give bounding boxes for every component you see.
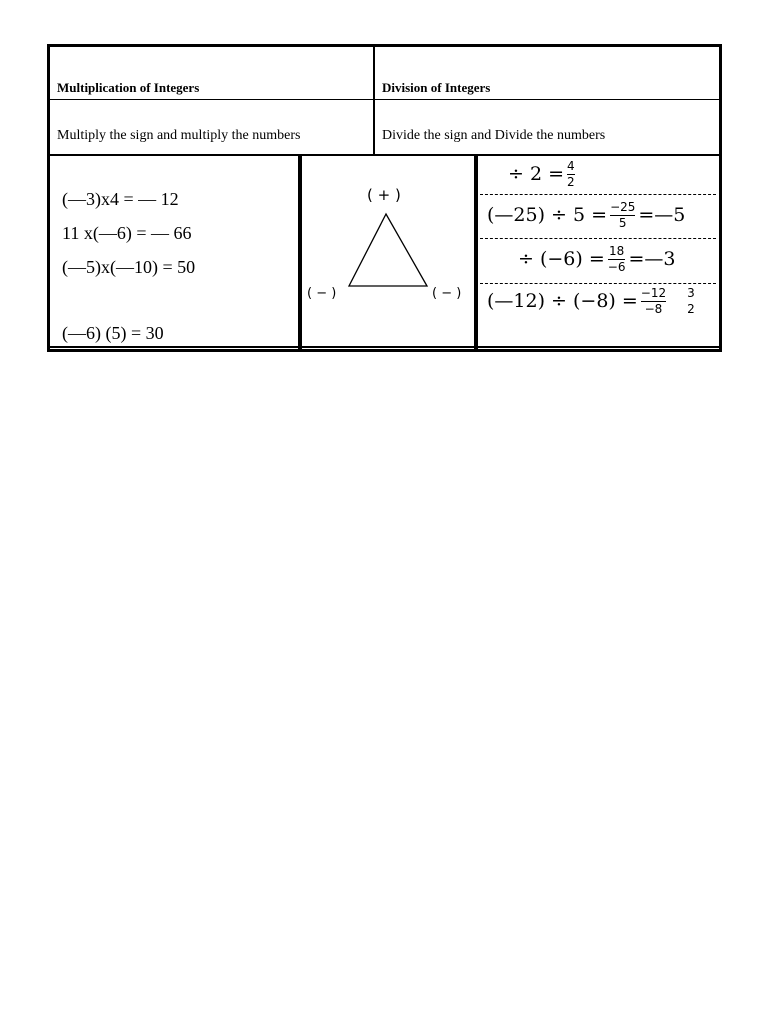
division-result: =—5 bbox=[638, 204, 686, 226]
fraction: $\frac{18}{-6}$ bbox=[607, 243, 626, 274]
division-rule: Divide the sign and Divide the numbers bbox=[382, 128, 606, 143]
division-row-divider bbox=[480, 238, 716, 239]
division-lhs: (—25) ÷ 5 = bbox=[487, 204, 608, 226]
fraction: $\frac{4}{2}$ bbox=[567, 158, 575, 189]
division-example-4 bbox=[487, 284, 698, 318]
division-lhs: ÷ (−6) = bbox=[518, 248, 605, 270]
division-lhs: ÷ 2 = bbox=[508, 163, 565, 185]
division-lhs: (—12) ÷ (−8) = bbox=[487, 290, 638, 312]
division-example-2 bbox=[487, 196, 685, 234]
division-example-3 bbox=[518, 240, 675, 278]
body-bottom-line bbox=[50, 346, 719, 348]
sign-triangle-icon bbox=[345, 210, 431, 290]
multiplication-example: (—6) (5) = 30 bbox=[62, 323, 164, 343]
fraction: 3 2 bbox=[687, 285, 695, 316]
division-example-1 bbox=[508, 156, 578, 192]
body-divider-1 bbox=[298, 155, 302, 349]
rule-row-line bbox=[50, 154, 719, 156]
header-row-line bbox=[50, 99, 719, 100]
fraction: $\frac{-25}{5}$ bbox=[610, 199, 636, 230]
triangle-right-sign: ( − ) bbox=[432, 286, 462, 301]
multiplication-example: (—5)x(—10) = 50 bbox=[62, 257, 196, 277]
triangle-left-sign: ( − ) bbox=[307, 286, 337, 301]
division-result: =—3 bbox=[628, 248, 676, 270]
fraction: $\frac{-12}{-8}$ bbox=[640, 285, 667, 316]
division-row-divider bbox=[480, 194, 716, 195]
multiplication-rule: Multiply the sign and multiply the numbers bbox=[57, 128, 301, 143]
triangle-top-sign: ( + ) bbox=[367, 186, 401, 204]
multiplication-header: Multiplication of Integers bbox=[57, 80, 200, 95]
multiplication-example: 11 x(—6) = — 66 bbox=[62, 223, 192, 243]
header-divider bbox=[373, 47, 375, 155]
multiplication-example: (—3)x4 = — 12 bbox=[62, 189, 179, 209]
division-header: Division of Integers bbox=[382, 80, 491, 95]
body-divider-2 bbox=[474, 155, 478, 349]
